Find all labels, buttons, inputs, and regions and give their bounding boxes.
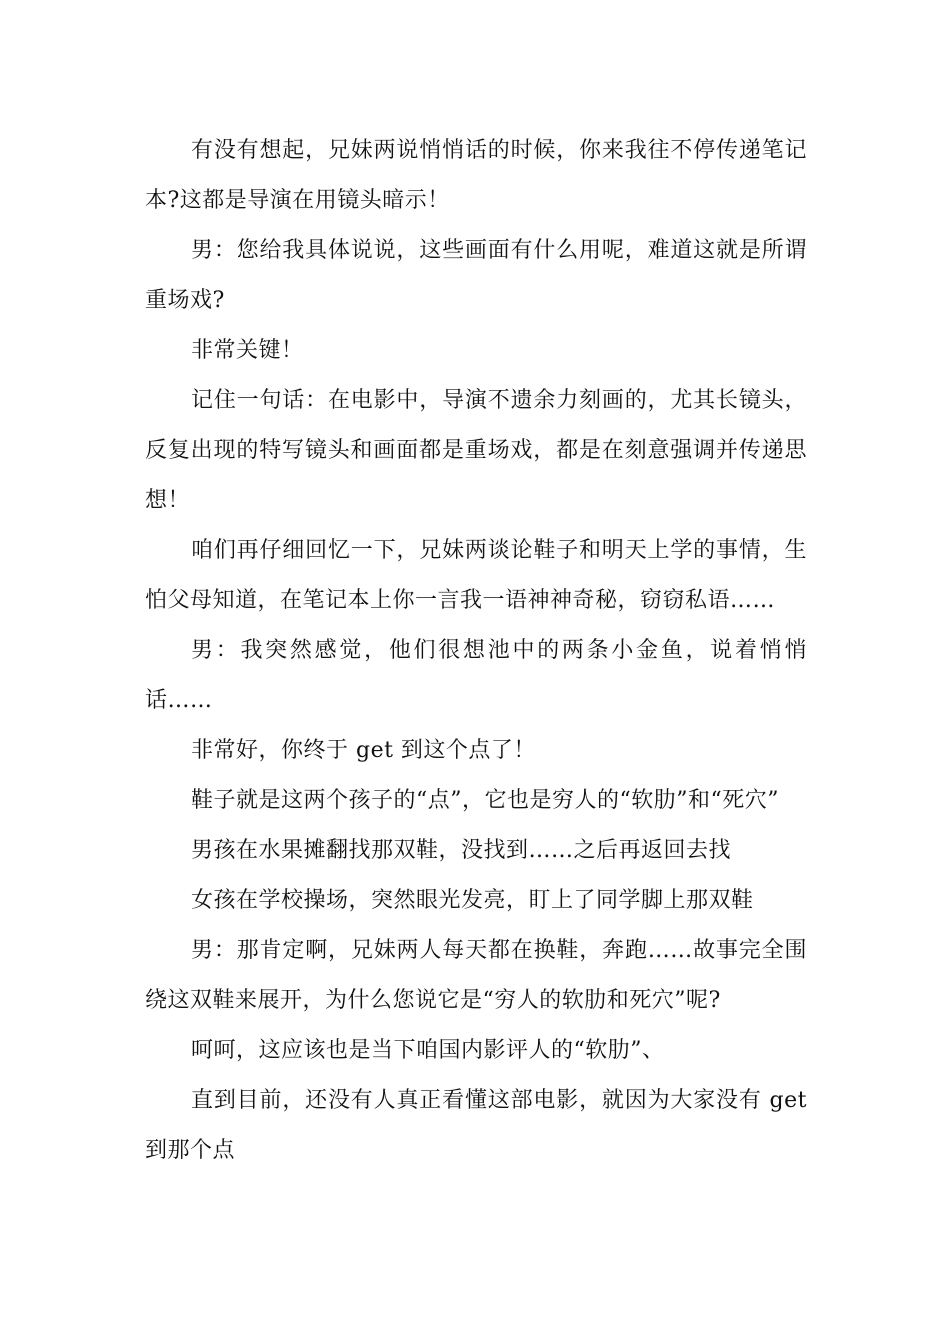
paragraph: 男孩在水果摊翻找那双鞋，没找到……之后再返回去找: [191, 838, 732, 863]
paragraph: 记住一句话：在电影中，导演不遗余力刻画的，尤其长镜头，反复出现的特写镜头和画面都是重场戏，都是在刻意强调并传递思想！: [145, 388, 807, 513]
paragraph: 鞋子就是这两个孩子的“点”，它也是穷人的“软肋”和“死穴”: [191, 788, 779, 813]
paragraph: 直到目前，还没有人真正看懂这部电影，就因为大家没有 get 到那个点: [145, 1088, 807, 1163]
paragraph: 有没有想起，兄妹两说悄悄话的时候，你来我往不停传递笔记本?这都是导演在用镜头暗示！: [145, 138, 807, 213]
paragraph: 非常关键！: [191, 338, 304, 363]
paragraph: 咱们再仔细回忆一下，兄妹两谈论鞋子和明天上学的事情，生怕父母知道，在笔记本上你一言我一语神神奇秘，窃窃私语……: [145, 538, 807, 613]
paragraph: 男：我突然感觉，他们很想池中的两条小金鱼，说着悄悄话……: [145, 638, 807, 713]
paragraph: 男：那肯定啊，兄妹两人每天都在换鞋，奔跑……故事完全围绕这双鞋来展开，为什么您说它是“穷人的软肋和死穴”呢?: [145, 938, 807, 1013]
paragraph: 女孩在学校操场，突然眼光发亮，盯上了同学脚上那双鞋: [191, 888, 754, 913]
paragraph: 男：您给我具体说说，这些画面有什么用呢，难道这就是所谓重场戏?: [145, 238, 807, 313]
document-body: [145, 126, 807, 1176]
paragraph: 非常好，你终于 get 到这个点了！: [191, 738, 536, 763]
paragraph: 呵呵，这应该也是当下咱国内影评人的“软肋”、: [191, 1038, 665, 1063]
